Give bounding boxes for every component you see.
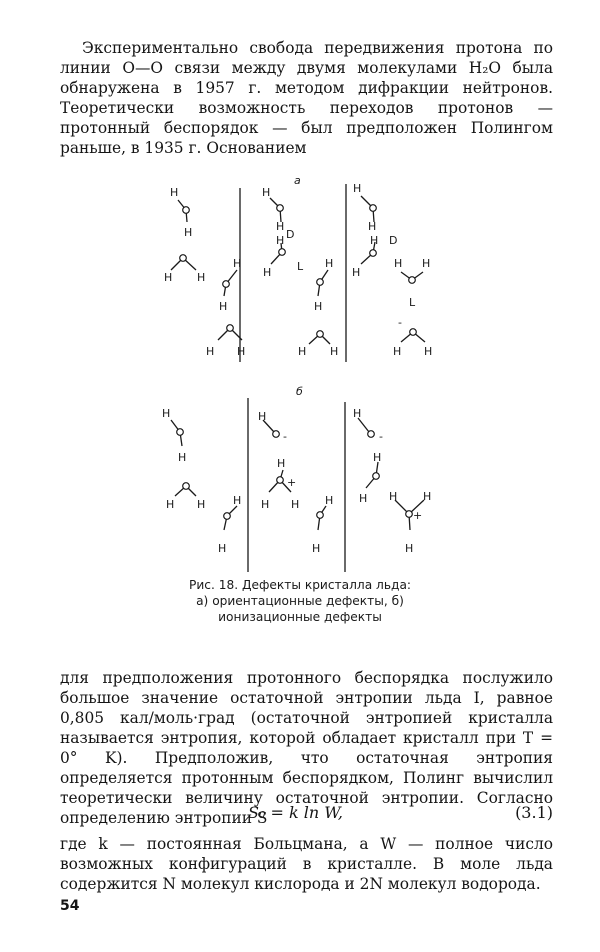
svg-text:H: H: [389, 490, 398, 503]
page-number: 54: [60, 898, 80, 914]
svg-text:H: H: [291, 498, 300, 511]
svg-text:H: H: [263, 266, 272, 279]
svg-text:H: H: [325, 257, 334, 270]
charge-minus-label: -: [379, 430, 383, 443]
svg-text:H: H: [262, 186, 271, 199]
equation-number: (3.1): [515, 803, 553, 822]
svg-text:H: H: [276, 234, 285, 247]
svg-text:H: H: [197, 498, 206, 511]
svg-text:H: H: [298, 345, 307, 358]
svg-text:H: H: [373, 451, 382, 464]
svg-text:H: H: [162, 407, 171, 420]
oxygen-atoms: [177, 205, 417, 520]
figure-caption: [150, 577, 450, 625]
defect-d-label: D: [389, 234, 398, 247]
equation-3-1: [60, 803, 553, 825]
svg-text:H: H: [312, 542, 321, 555]
svg-text:H: H: [330, 345, 339, 358]
svg-text:H: H: [258, 410, 267, 423]
svg-text:H: H: [359, 492, 368, 505]
svg-text:H: H: [277, 457, 286, 470]
svg-text:H: H: [422, 257, 431, 270]
svg-text:H: H: [164, 271, 173, 284]
svg-text:H: H: [352, 266, 361, 279]
charge-plus-label: +: [287, 476, 297, 489]
svg-text:H: H: [424, 345, 433, 358]
svg-text:H: H: [325, 494, 334, 507]
svg-text:H: H: [405, 542, 414, 555]
svg-text:H: H: [237, 345, 246, 358]
svg-text:H: H: [178, 451, 187, 464]
equation-formula: S₀ = k ln W,: [248, 803, 343, 822]
charge-minus-label: -: [398, 316, 402, 329]
svg-text:H: H: [206, 345, 215, 358]
svg-text:H: H: [370, 234, 379, 247]
charge-plus-label: +: [413, 509, 423, 522]
svg-text:H: H: [394, 257, 403, 270]
svg-text:H: H: [393, 345, 402, 358]
svg-text:H: H: [219, 300, 228, 313]
defect-d-label: D: [286, 228, 295, 241]
panel-b-label: б: [296, 385, 303, 398]
svg-text:H: H: [261, 498, 270, 511]
caption-title: Рис. 18. Дефекты кристалла льда:: [188, 578, 412, 592]
caption-description: а) ориентационные дефекты, б) ионизационные дефекты: [196, 594, 404, 624]
paragraph-boltzmann: где k — постоянная Больцмана, а W — полное число возможных конфигураций в кристалле. В моле льда содержится N молекул кислорода и 2N молекул водорода.: [60, 835, 553, 893]
svg-text:H: H: [218, 542, 227, 555]
svg-text:H: H: [368, 220, 377, 233]
paragraph-entropy: для предположения протонного беспорядка послужило большое значение остаточной энтропии льда I, равное 0,805 кал/моль·град (остаточной энтропией кристалла называется энтропия, которой обладает кристалл при T = 0° K). Предположив, что остаточная энтропия определяется протонным беспорядком, Полинг вычислил теоретически величину остаточной энтропии. Согласно определению энтропии S: [60, 669, 553, 827]
charge-minus-label: -: [283, 430, 287, 443]
svg-text:H: H: [423, 490, 432, 503]
defect-l-label: L: [409, 296, 416, 309]
panel-b-hydrogen-labels: [162, 407, 431, 555]
svg-text:H: H: [233, 257, 242, 270]
svg-text:H: H: [197, 271, 206, 284]
svg-text:H: H: [170, 186, 179, 199]
defect-l-label: L: [297, 260, 304, 273]
svg-text:H: H: [276, 220, 285, 233]
panel-a-label: а: [294, 174, 301, 187]
svg-text:H: H: [314, 300, 323, 313]
svg-text:H: H: [166, 498, 175, 511]
svg-text:H: H: [353, 407, 362, 420]
svg-text:H: H: [233, 494, 242, 507]
paragraph-intro: Экспериментально свобода передвижения протона по линии О—О связи между двумя молекулами H₂O была обнаружена в 1957 г. методом дифракции нейтронов. Теоретически возможность переходов протонов — протонный беспорядок — был предположен Полингом раньше, в 1935 г. Основанием: [60, 39, 553, 157]
svg-text:H: H: [353, 182, 362, 195]
svg-text:H: H: [184, 226, 193, 239]
panel-b-bonds: [171, 418, 424, 530]
